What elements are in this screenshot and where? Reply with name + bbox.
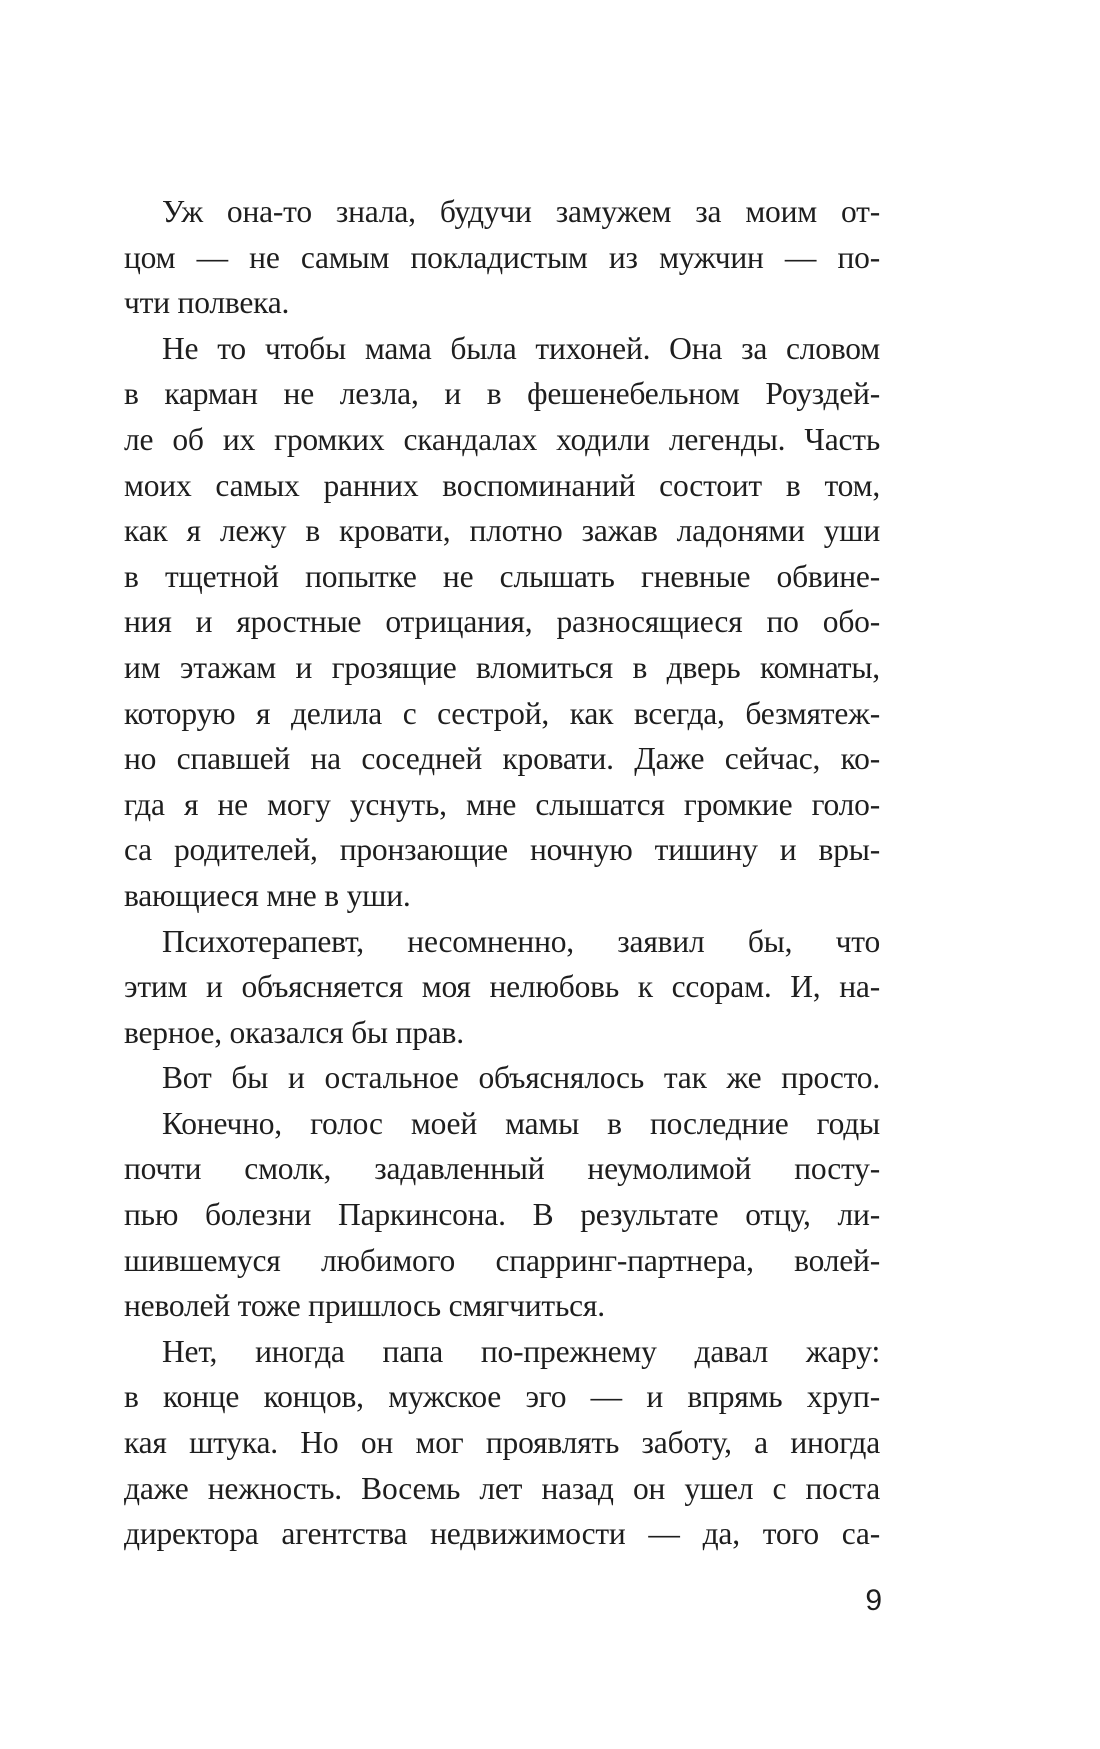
text-line: даже нежность. Восемь лет назад он ушел с поста	[124, 1470, 880, 1506]
text-line: пью болезни Паркинсона. В результате отцу, ли-	[124, 1197, 880, 1233]
text-line: Уж она-то знала, будучи замужем за моим от-	[162, 194, 880, 229]
text-line: которую я делила с сестрой, как всегда, безмятеж-	[124, 695, 880, 731]
text-line: са родителей, пронзающие ночную тишину и вры-	[124, 832, 880, 868]
text-line: гда я не могу уснуть, мне слышатся громкие голо-	[124, 786, 880, 822]
text-line: ле об их громких скандалах ходили легенды. Часть	[124, 421, 880, 457]
text-line: этим и объясняется моя нелюбовь к ссорам. И, на-	[124, 969, 880, 1005]
body-text	[124, 189, 880, 1557]
text-line: но спавшей на соседней кровати. Даже сейчас, ко-	[124, 741, 880, 777]
text-line: в карман не лезла, и в фешенебельном Роуздей-	[124, 376, 880, 412]
text-line: чти полвека.	[124, 285, 290, 321]
text-line: в конце концов, мужское эго — и впрямь хруп-	[124, 1379, 880, 1415]
text-line: моих самых ранних воспоминаний состоит в том,	[124, 467, 880, 503]
text-line: цом — не самым покладистым из мужчин — по-	[124, 239, 880, 275]
text-line: вающиеся мне в уши.	[124, 877, 411, 913]
text-line: неволей тоже пришлось смягчиться.	[124, 1288, 605, 1324]
text-line: ния и яростные отрицания, разносящиеся по обо-	[124, 604, 880, 640]
text-line: Нет, иногда папа по-прежнему давал жару:	[162, 1333, 880, 1369]
text-line: Не то чтобы мама была тихоней. Она за словом	[162, 330, 880, 366]
text-line: Конечно, голос моей мамы в последние годы	[162, 1105, 880, 1141]
text-line: шившемуся любимого спарринг-партнера, волей-	[124, 1242, 880, 1278]
text-line: кая штука. Но он мог проявлять заботу, а иногда	[124, 1425, 880, 1461]
text-line: Психотерапевт, несомненно, заявил бы, что	[162, 923, 880, 959]
page-number: 9	[865, 1584, 882, 1617]
text-line: в тщетной попытке не слышать гневные обвине-	[124, 558, 880, 594]
text-line: верное, оказался бы прав.	[124, 1014, 464, 1050]
text-line: как я лежу в кровати, плотно зажав ладонями уши	[124, 513, 880, 549]
text-line: почти смолк, задавленный неумолимой посту-	[124, 1151, 880, 1187]
text-line: директора агентства недвижимости — да, того са-	[124, 1516, 880, 1552]
text-line: Вот бы и остальное объяснялось так же просто.	[162, 1060, 880, 1096]
text-line: им этажам и грозящие вломиться в дверь комнаты,	[124, 649, 880, 685]
